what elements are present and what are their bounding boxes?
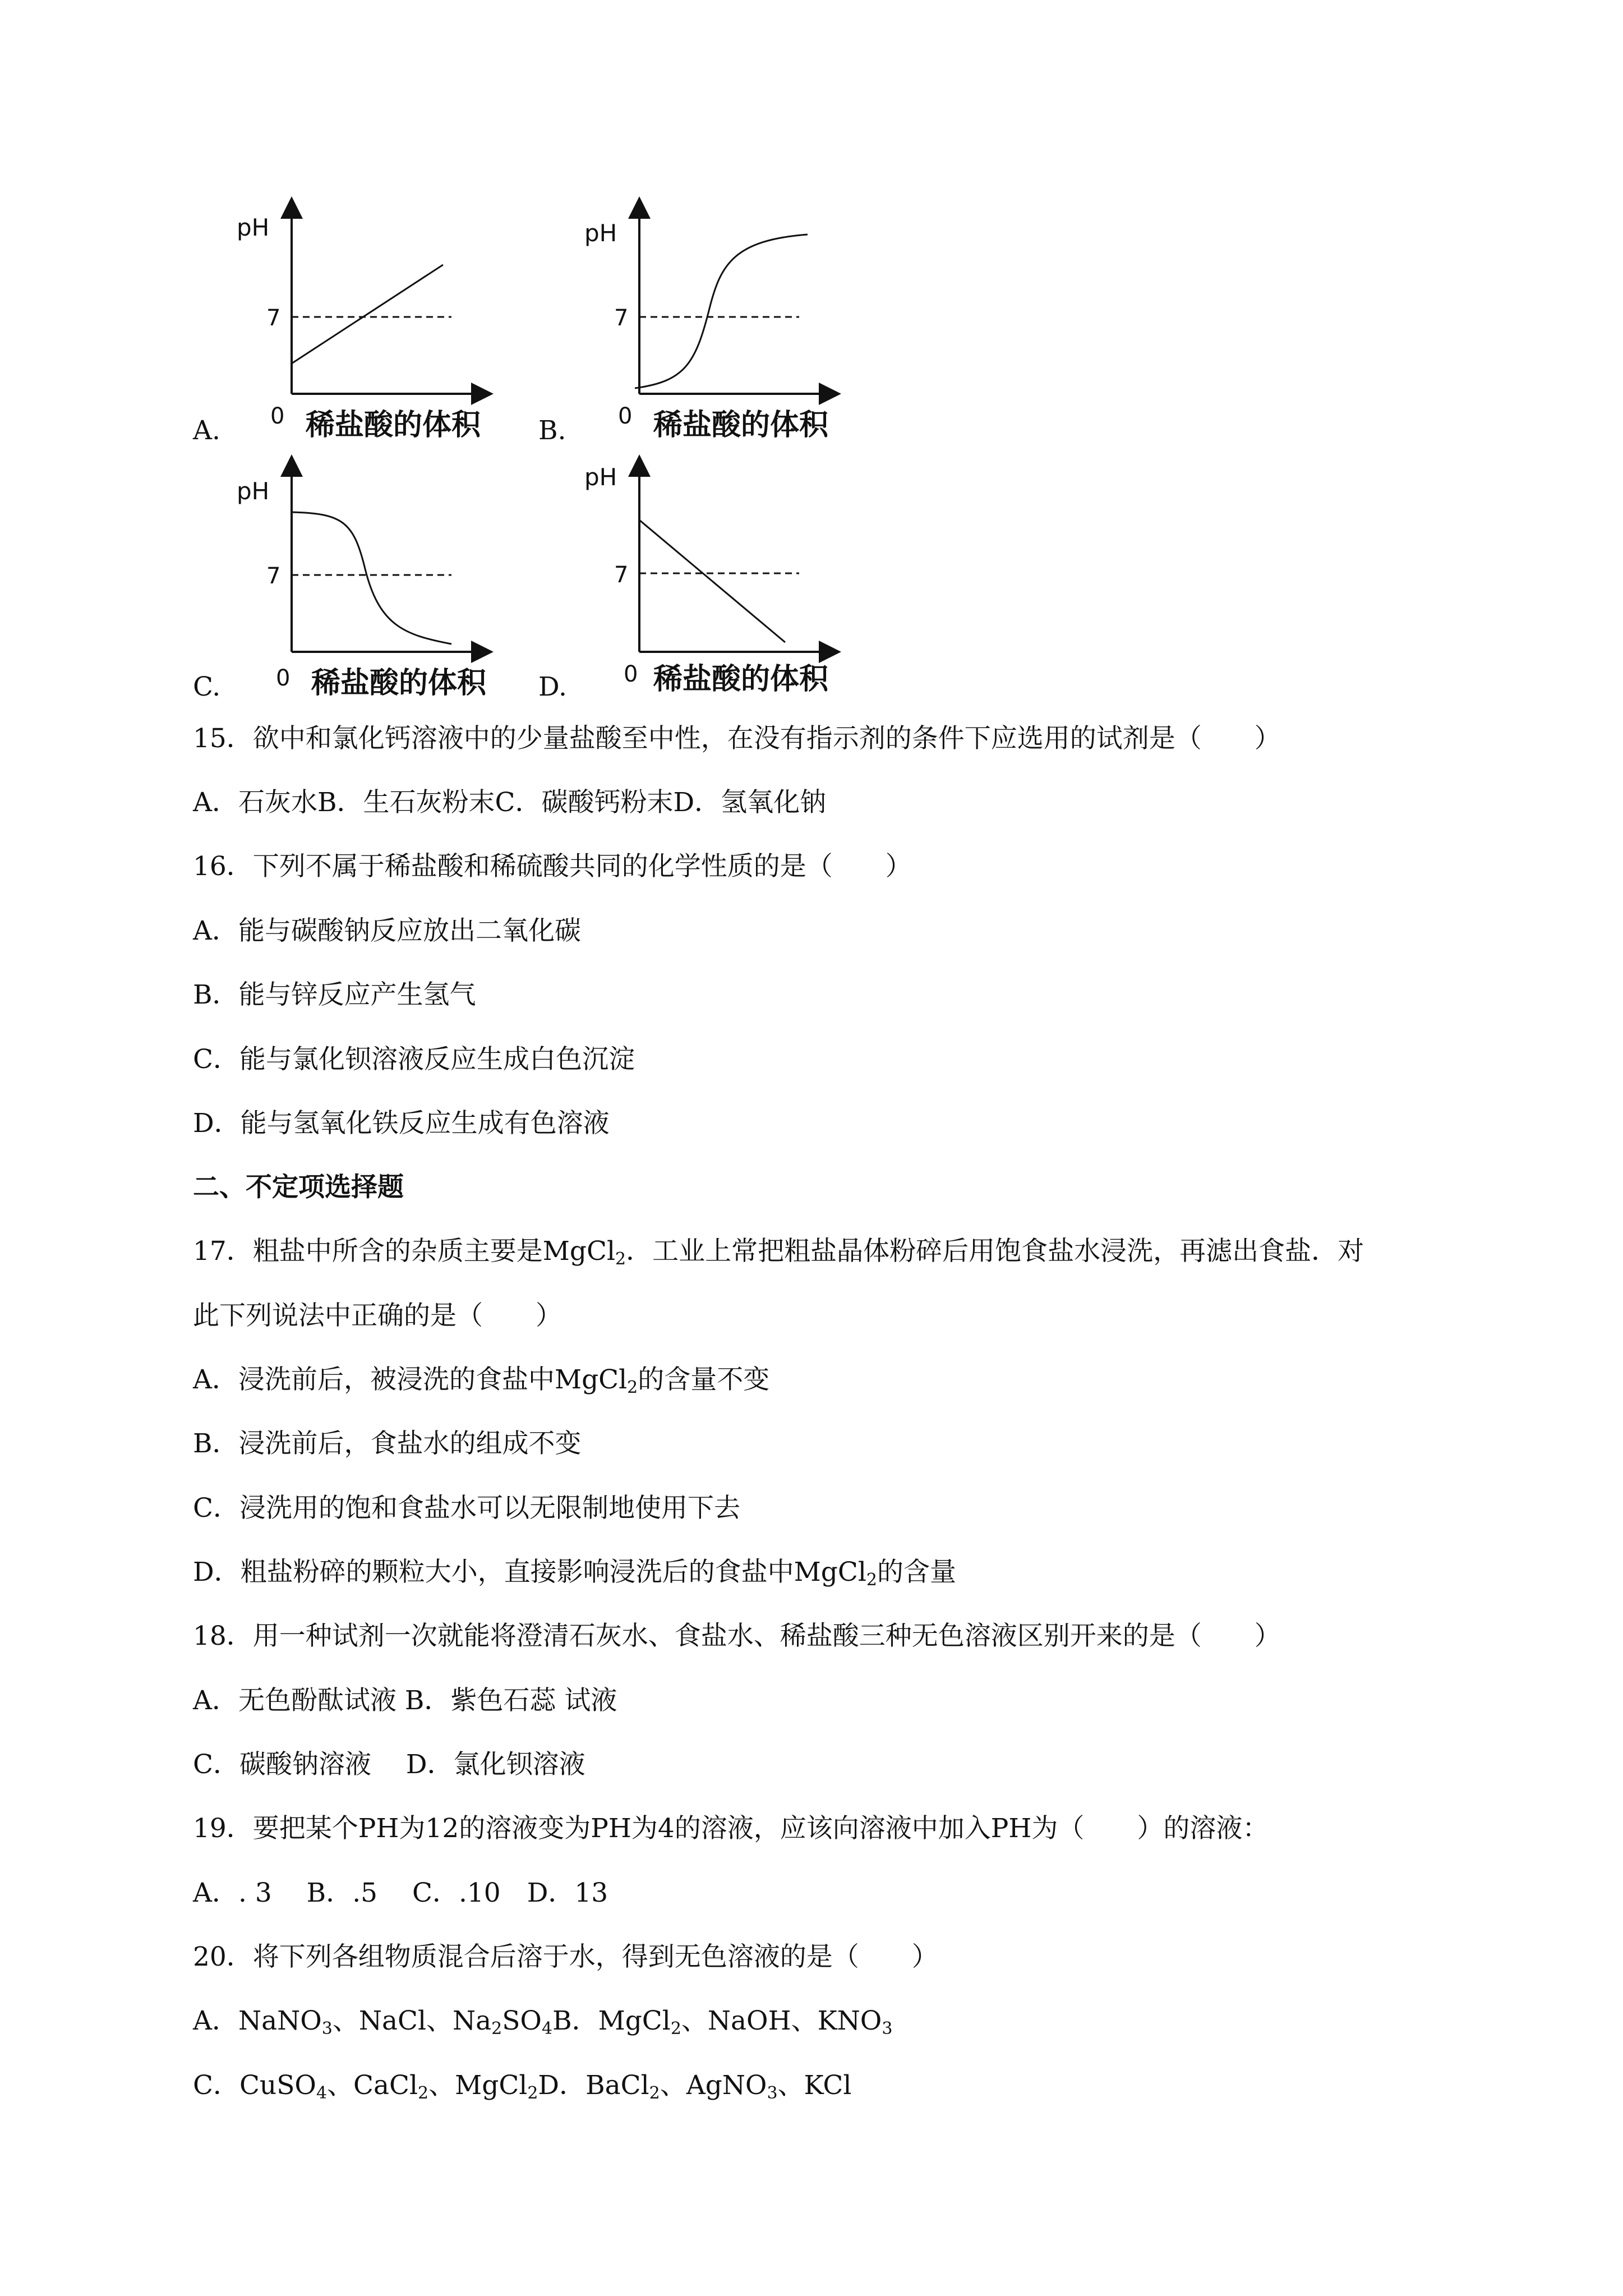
graph-a	[224, 196, 516, 443]
q15-options	[193, 786, 826, 820]
q20-option-a[interactable]: A．NaNO$_3$、NaCl、$Na_2SO_4$	[193, 2005, 553, 2039]
q19-stem: 19．要把某个PH为12的溶液变为PH为4的溶液，应该向溶液中加入PH为（ ）的溶液：	[193, 1813, 1269, 1844]
curve-a	[292, 265, 443, 364]
svg-text:0: 0	[624, 661, 638, 687]
q18-options-cd[interactable]: C．碳酸钠溶液 D．氯化钡溶液	[193, 1749, 585, 1780]
q20-option-d[interactable]: D．BaCl$_2$、AgNO$_3$、KCl	[538, 2070, 852, 2103]
graph-c-letter: C.	[193, 671, 221, 702]
svg-text:0: 0	[618, 403, 633, 429]
q15-option-d[interactable]: D．氢氧化钠	[673, 787, 827, 818]
q15-option-c[interactable]: C．碳酸钙粉末	[495, 787, 674, 818]
q16-option-a[interactable]: A．能与碳酸钠反应放出二氧化碳	[193, 915, 581, 946]
q19-options[interactable]: A．. 3 B．.5 C．.10 D．13	[193, 1878, 608, 1908]
q15-option-b[interactable]: B．生石灰粉末	[317, 787, 495, 818]
q15-option-a[interactable]: A．石灰水	[193, 787, 317, 818]
svg-text:0: 0	[276, 665, 291, 691]
q16-option-d[interactable]: D．能与氢氧化铁反应生成有色溶液	[193, 1108, 610, 1139]
q16-stem: 16．下列不属于稀盐酸和稀硫酸共同的化学性质的是（ ）	[193, 851, 912, 882]
x-label: 稀盐酸的体积	[306, 408, 481, 442]
section-heading: 二、不定项选择题	[193, 1172, 404, 1203]
graph-d-letter: D.	[538, 671, 567, 702]
graph-b-letter: B.	[538, 415, 566, 446]
q20-stem: 20．将下列各组物质混合后溶于水，得到无色溶液的是（ ）	[193, 1941, 938, 1972]
svg-text:pH: pH	[584, 463, 617, 491]
graph-d	[572, 454, 864, 701]
q20-option-c[interactable]: C．CuSO$_4$、CaCl$_2$、MgCl$_2$	[193, 2070, 538, 2103]
curve-c	[292, 512, 451, 644]
curve-b	[635, 234, 808, 388]
q20-options-ab	[193, 2004, 892, 2038]
q15-stem: 15．欲中和氯化钙溶液中的少量盐酸至中性，在没有指示剂的条件下应选用的试剂是（ ）	[193, 723, 1281, 754]
q18-options-ab[interactable]: A．无色酚酞试液 B．紫色石蕊 试液	[193, 1685, 617, 1716]
svg-text:稀盐酸的体积: 稀盐酸的体积	[653, 408, 829, 442]
q17-option-a[interactable]: A．浸洗前后，被浸洗的食盐中MgCl$_2$的含量不变	[193, 1364, 770, 1397]
graph-b	[572, 196, 864, 443]
svg-text:pH: pH	[584, 219, 617, 247]
graph-c	[224, 454, 516, 701]
svg-text:稀盐酸的体积: 稀盐酸的体积	[653, 662, 829, 696]
q17-option-b[interactable]: B．浸洗前后，食盐水的组成不变	[193, 1428, 582, 1459]
svg-text:7: 7	[266, 563, 281, 589]
origin-label: 0	[270, 403, 285, 429]
y-label: pH	[237, 214, 270, 241]
q17-stem-line2: 此下列说法中正确的是（ ）	[193, 1300, 562, 1331]
svg-text:7: 7	[614, 305, 629, 331]
curve-d	[639, 520, 785, 642]
svg-text:7: 7	[614, 562, 629, 588]
q17-option-d[interactable]: D．粗盐粉碎的颗粒大小，直接影响浸洗后的食盐中MgCl$_2$的含量	[193, 1557, 956, 1590]
ref-label: 7	[266, 305, 281, 331]
svg-text:稀盐酸的体积: 稀盐酸的体积	[311, 666, 487, 700]
q16-option-c[interactable]: C．能与氯化钡溶液反应生成白色沉淀	[193, 1044, 635, 1075]
q17-option-c[interactable]: C．浸洗用的饱和食盐水可以无限制地使用下去	[193, 1493, 740, 1524]
q18-stem: 18．用一种试剂一次就能将澄清石灰水、食盐水、稀盐酸三种无色溶液区别开来的是（ ）	[193, 1621, 1281, 1651]
q16-option-b[interactable]: B．能与锌反应产生氢气	[193, 979, 476, 1010]
q20-option-b[interactable]: B．MgCl$_2$、NaOH、$KNO_3$	[552, 2005, 893, 2039]
q17-stem-line1: 17．粗盐中所含的杂质主要是MgCl$_2$．工业上常把粗盐晶体粉碎后用饱食盐水浸洗，再滤出食盐．对	[193, 1236, 1364, 1269]
q20-options-cd	[193, 2069, 851, 2102]
graph-a-letter: A.	[193, 415, 220, 446]
svg-text:pH: pH	[237, 477, 270, 505]
